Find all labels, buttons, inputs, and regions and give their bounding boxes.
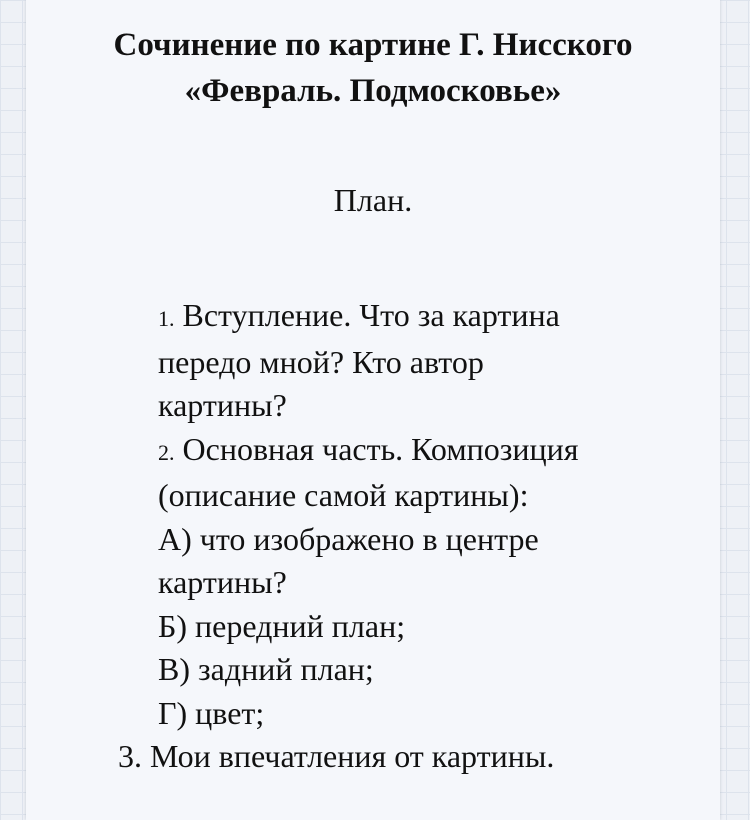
plan-item-1-text: Вступление. Что за картина xyxy=(182,297,560,333)
plan-sub-b: Б) передний план; xyxy=(158,607,406,644)
plan-item-2-line-2: (описание самой картины): xyxy=(158,477,529,513)
title-line-1: Сочинение по картине Г. Нисского xyxy=(113,27,633,63)
plan-sub-a-line-1: А) что изображено в центре xyxy=(158,520,539,557)
plan-item-1-number: 1. xyxy=(158,306,175,331)
plan-item-1-line-1 xyxy=(26,294,720,341)
plan-item-2-text: Основная часть. Композиция xyxy=(182,430,579,467)
document-title xyxy=(26,22,720,114)
plan-item-1-line-3: картины? xyxy=(158,387,287,423)
plan-item-3: 3. Мои впечатления от картины. xyxy=(118,738,555,774)
plan-sub-g: Г) цвет; xyxy=(158,694,265,731)
plan-list xyxy=(26,294,720,779)
plan-item-2-number: 2. xyxy=(158,439,175,465)
title-line-2: «Февраль. Подмосковье» xyxy=(184,73,562,109)
plan-item-1-line-2: передо мной? Кто автор xyxy=(158,343,484,380)
document-page xyxy=(26,0,720,820)
plan-heading: План. xyxy=(333,182,413,218)
plan-item-2-line-1 xyxy=(26,428,720,475)
plan-sub-v: В) задний план; xyxy=(158,651,374,687)
plan-sub-a-line-2: картины? xyxy=(158,564,287,600)
